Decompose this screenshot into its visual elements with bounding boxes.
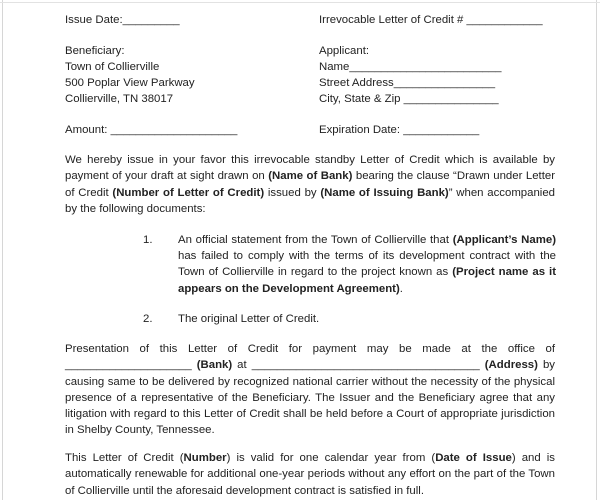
item1-applicant-name: (Applicant’s Name)	[452, 234, 556, 246]
para3-number: Number	[183, 452, 227, 464]
issue-date-field: Issue Date:_________	[65, 14, 180, 26]
list-item-1	[178, 232, 556, 297]
applicant-name-field: Name________________________	[319, 61, 502, 73]
para3-text-3: ) and is automatically renewable for additional one-year periods without any effort on the part of the Town of Collierville until the aforesaid development contract is satisfied in full.	[65, 452, 556, 497]
expiration-date-field: Expiration Date: ____________	[319, 124, 480, 136]
item1-project-name: (Project name as it appears on the Development Agreement)	[178, 266, 556, 295]
beneficiary-line-1: Town of Collierville	[65, 61, 160, 73]
para1-text-4: ” when accompanied by the following documents:	[65, 186, 556, 215]
para2-bank: (Bank)	[196, 359, 233, 372]
applicant-street-field: Street Address________________	[319, 77, 496, 89]
item1-text-2: has failed to comply with the terms of its development contract with the Town of Collierville in regard to the project known as	[178, 250, 556, 279]
para1-text-2: bearing the clause “Drawn under Letter of Credit	[65, 170, 555, 199]
para1-text-3: issued by	[264, 186, 321, 199]
para3-text-1: This Letter of Credit (	[65, 452, 184, 464]
item1-text-3: .	[399, 282, 403, 295]
applicant-label: Applicant:	[319, 45, 370, 57]
para2-text-3: by causing same to be delivered by recognized national carrier without the necessity of the physical presence of a representative of the Beneficiary. The Issuer and the Beneficiary agree that any litigation with regard to this Letter of Credit shall be held before a Court of appropriate jurisdiction in Shelby County, Tennessee.	[65, 359, 555, 437]
page-border-top	[0, 2, 600, 3]
para1-issuing-bank: (Name of Issuing Bank)	[320, 186, 449, 199]
beneficiary-line-2: 500 Poplar View Parkway	[65, 77, 195, 89]
para1-bank-name: (Name of Bank)	[268, 170, 353, 183]
list-number-1: 1.	[143, 234, 153, 246]
page-border-right	[596, 0, 597, 500]
list-item-2: The original Letter of Credit.	[178, 313, 320, 325]
para1-loc-number: (Number of Letter of Credit)	[112, 186, 265, 199]
page-border-left	[2, 0, 3, 500]
para2-text-1: Presentation of this Letter of Credit for payment may be made at the office of ____________________	[65, 343, 555, 372]
beneficiary-label: Beneficiary:	[65, 45, 125, 57]
para1-text-1: We hereby issue in your favor this irrevocable standby Letter of Credit which is available by payment of your draft at sight drawn on	[65, 154, 555, 183]
beneficiary-line-3: Collierville, TN 38017	[65, 93, 174, 105]
paragraph-presentation	[65, 341, 555, 439]
amount-field: Amount: ____________________	[65, 124, 238, 136]
letter-of-credit-number-field: Irrevocable Letter of Credit # ____________	[319, 14, 543, 26]
para3-date-of-issue: Date of Issue	[435, 452, 512, 464]
paragraph-issuance	[65, 152, 555, 217]
list-number-2: 2.	[143, 313, 153, 325]
paragraph-validity	[65, 450, 555, 499]
applicant-city-field: City, State & Zip _______________	[319, 93, 499, 105]
para2-address: (Address)	[484, 359, 538, 372]
para3-text-2: ) is valid for one calendar year from (	[226, 452, 436, 464]
item1-text-1: An official statement from the Town of Collierville that	[178, 234, 453, 246]
para2-text-2: at ____________________________________	[232, 359, 485, 372]
